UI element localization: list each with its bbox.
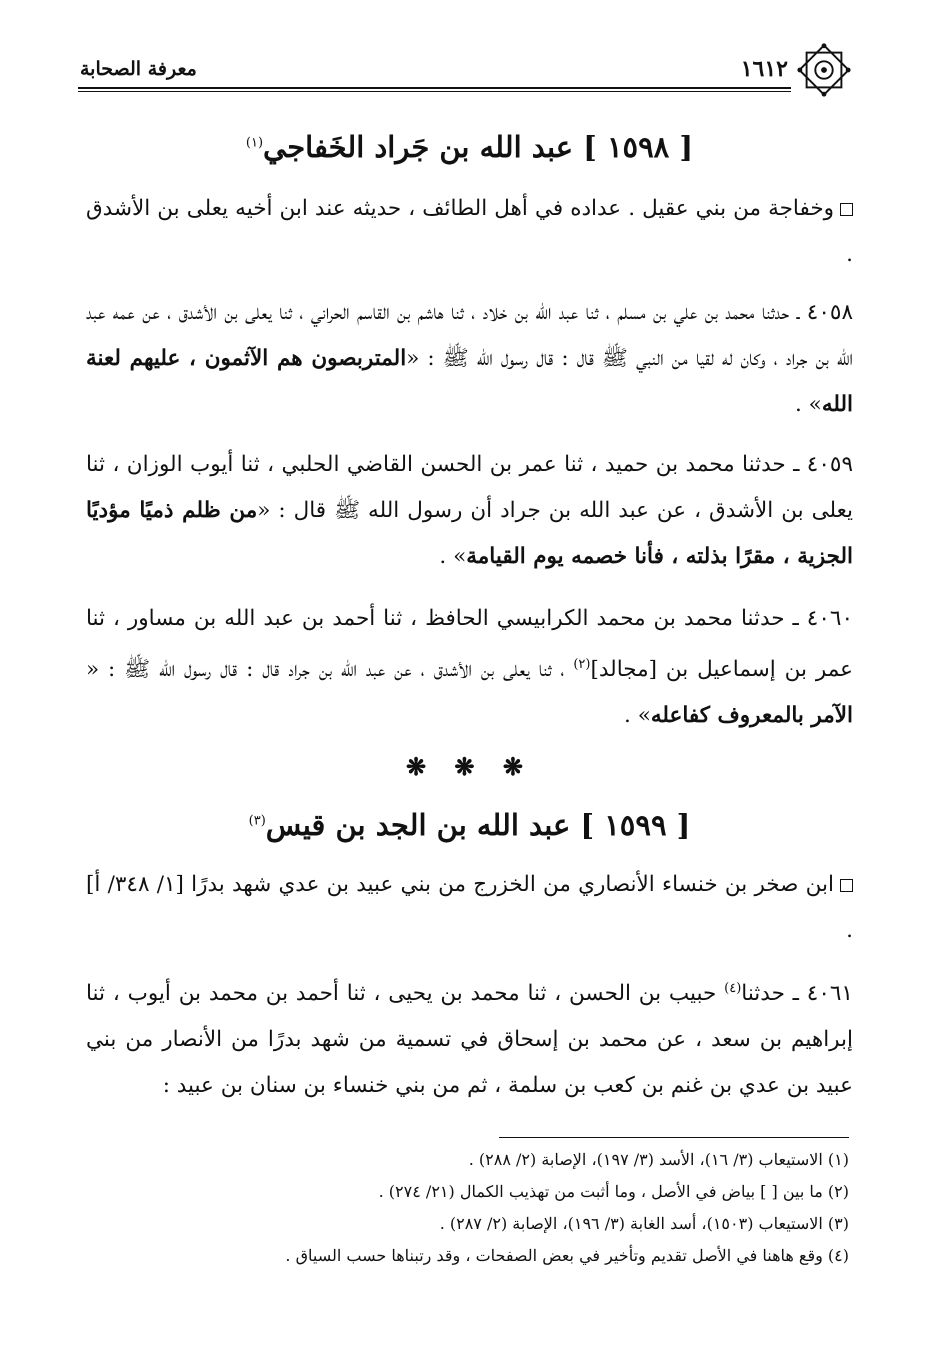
octagram-ornament-icon [795,40,853,100]
hadith-4060 [86,596,853,739]
entry-title-text: [ ١٥٩٨ ] عبد الله بن جَراد الخَفاجي [263,130,694,164]
page-number: ١٦١٢ [740,56,788,82]
hadith-text: ٤٠٦١ ـ حدثنا [741,981,853,1007]
section-separator: ❋ ❋ ❋ [405,752,534,781]
hadith-4059 [86,442,853,580]
hadith-text: ٤٠٥٨ ـ حدثنا محمد بن علي بن مسلم ، ثنا عبد الله بن خلاد ، ثنا هاشم بن القاسم الحراني ، ثنا يعلى بن الأشدق ، عن عمه عبد الله بن جراد ، وكان له لقيا من النبي ﷺ قال : قال رسول الله ﷺ : « [86,300,853,371]
hadith-4061 [86,966,853,1109]
running-title: معرفة الصحابة [80,58,197,80]
square-bullet-icon [840,203,853,216]
intro-text: وخفاجة من بني عقيل . عداده في أهل الطائف ، حديثه عند ابن أخيه يعلى بن الأشدق . [86,196,853,267]
hadith-end: » . [795,392,822,417]
entry-title-1599 [86,808,853,842]
footnote-2: (٢) ما بين [ ] بياض في الأصل ، وما أثبت من تهذيب الكمال (٢١/ ٢٧٤) . [378,1182,849,1201]
hadith-text: ٤٠٦٠ ـ حدثنا محمد بن محمد الكرابيسي الحافظ ، ثنا أحمد بن عبد الله بن مساور ، ثنا عمر بن إسماعيل بن [مجالد] [86,606,853,683]
footnote-ref: (٣) [248,813,266,829]
footnotes [86,1144,849,1272]
header-rule-thin [78,91,791,92]
footnote-4: (٤) وقع هاهنا في الأصل تقديم وتأخير في بعض الصفحات ، وقد رتبناها حسب السياق . [285,1246,849,1265]
hadith-end: » . [624,703,651,729]
hadith-text-cont: حبيب بن الحسن ، ثنا محمد بن يحيى ، ثنا أحمد بن محمد بن أيوب ، ثنا إبراهيم بن سعد ، عن محمد بن إسحاق في تسمية من شهد بدرًا من الأنصار من بني عبيد بن عدي بن غنم بن كعب بن سلمة ، ثم من بني خنساء بن سنان بن عبيد : [86,981,853,1099]
entry-intro-1598 [86,186,853,278]
entry-title-text: [ ١٥٩٩ ] عبد الله بن الجد بن قيس [265,808,691,842]
footnote-rule [499,1137,849,1138]
hadith-quote: الآمر بالمعروف كفاعله [650,703,853,729]
footnote-ref: (٢) [573,657,591,672]
footnote-3: (٣) الاستيعاب (١٥٠٣)، أسد الغابة (٣/ ١٩٦)، الإصابة (٢/ ٢٨٧) . [439,1214,849,1233]
footnote-ref: (٤) [724,981,742,996]
page-header [80,52,854,86]
intro-text: ابن صخر بن خنساء الأنصاري من الخزرج من بني عبيد بن عدي شهد بدرًا [١/ ٣٤٨/ أ] . [86,872,853,943]
footnote-ref: (١) [245,135,264,151]
hadith-text-cont: ، ثنا يعلى بن الأشدق ، عن عبد الله بن جراد قال : قال رسول الله ﷺ : « [86,657,574,683]
footnote-1: (١) الاستيعاب (٣/ ١٦)، الأسد (٣/ ١٩٧)، الإصابة (٢/ ٢٨٨) . [468,1150,849,1169]
square-bullet-icon [840,879,853,892]
hadith-end: » . [439,544,467,569]
hadith-quote: من ظلم ذميًا مؤديًا الجزية ، مقرًا بذلته ، فأنا خصمه يوم القيامة [86,498,853,569]
header-rule [78,87,791,89]
hadith-text: ٤٠٥٩ ـ حدثنا محمد بن حميد ، ثنا عمر بن الحسن القاضي الحلبي ، ثنا أيوب الوزان ، ثنا يعلى بن الأشدق ، عن عبد الله بن جراد أن رسول الله ﷺ قال : « [86,452,853,523]
hadith-quote: المتربصون هم الآثمون ، عليهم لعنة الله [86,346,853,417]
entry-intro-1599 [86,862,853,954]
entry-title-1598 [86,130,853,164]
hadith-4058 [86,290,853,428]
